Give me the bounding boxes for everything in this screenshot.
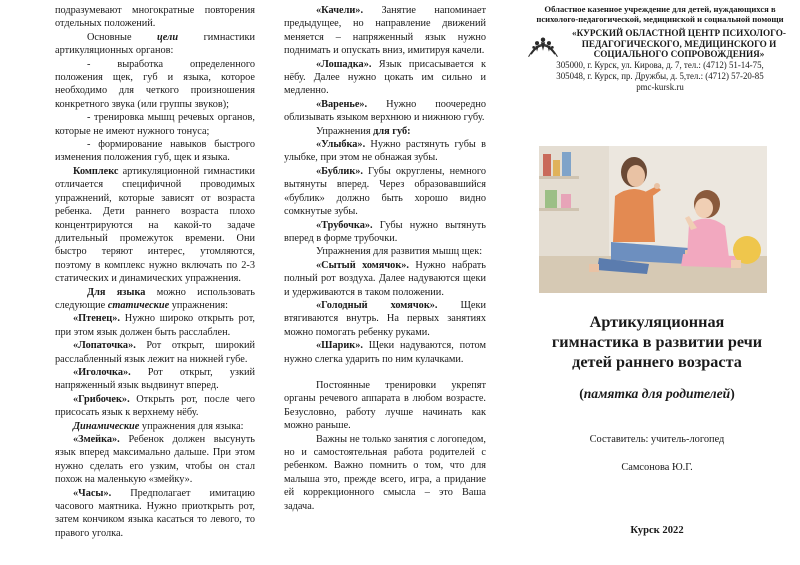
exercise-item: «Иголочка». Рот открыт, узкий напряженный язык выдвинут вперед. [55, 366, 255, 392]
paragraph-goals: Основные цели гимнастики артикуляционных органов: [55, 31, 255, 57]
heading-cheeks: Упражнения для развития мышц щек: [316, 246, 483, 258]
exercise-item: «Голодный хомячок». Щеки втягиваются внутрь. На первых занятиях можно помогать ребенку руками. [284, 299, 487, 338]
author-label: Составитель: учитель-логопед [589, 434, 725, 445]
exercise-item: «Лопаточка». Рот открыт, широкий расслабленный язык лежит на нижней губе. [55, 340, 255, 365]
goal-item: - формирование навыков быстрого изменения положения губ, щек и языка. [55, 139, 255, 164]
paragraph-complex: Комплекс артикуляционной гимнастики отличается специфичной проводимых упражнений, которые зависят от возраста ребенка. Дети раннего возраста плохо концентрируются на какой-то задаче длительный промежуток времени. Они быстро теряют интерес, утомляются, поэтому в комплекс нужно включать по 2-3 статических и динамических упражнения. [55, 165, 255, 285]
goal-item: - выработка определенного положения щек, губ и языка, которое необходимо для четкого произношения конкретного звука (или группы звуков); [55, 58, 255, 110]
family-logo-icon [526, 28, 560, 60]
column-left [55, 4, 255, 540]
goals-word: цели [157, 31, 179, 43]
city-year: Курск 2022 [630, 525, 684, 536]
exercise-item: «Шарик». Щеки надуваются, потом нужно слегка ударить по ним кулачками. [284, 340, 486, 365]
exercise-item: «Сытый хомячок». Нужно набрать полный рот воздуха. Далее надуваются щеки и удерживаются в таком положении. [284, 259, 486, 298]
column-cover [526, 4, 794, 93]
brochure-title: Артикуляционная гимнастика в развитии речи детей раннего возраста [551, 313, 763, 372]
mother-child-illustration [539, 146, 767, 293]
exercise-item: «Бублик». Губы округлены, немного вытянуты вперед. Через образовавшийся «бублик» должно быть хорошо видно сомкнутые зубы. [284, 165, 486, 218]
author-name: Самсонова Ю.Г. [621, 462, 693, 473]
column-middle [284, 4, 486, 513]
exercise-item: «Варенье». Нужно поочередно облизывать языком верхнюю и нижнюю губу. [284, 98, 486, 124]
paragraph-training: Постоянные тренировки укрепят органы речевого аппарата в любом возрасте. Безусловно, работу лучше начинать как можно раньше. [284, 379, 486, 432]
paragraph-tongue: Для языка можно использовать следующие статические упражнения: [55, 286, 255, 311]
exercise-item: «Улыбка». Нужно растянуть губы в улыбке, при этом не обнажая зубы. [284, 139, 486, 164]
address-line: 305048, г. Курск, пр. Дружбы, д. 5,тел.: (4712) 57-20-85 [556, 71, 764, 82]
address-line: 305000, г. Курск, ул. Кирова, д. 7, тел.: (4712) 51-14-75, [556, 59, 764, 70]
exercise-item: «Трубочка». Губы нужно вытянуть вперед в форме трубочки. [284, 219, 486, 244]
center-name: «КУРСКИЙ ОБЛАСТНОЙ ЦЕНТР ПСИХОЛОГО-ПЕДАГОГИЧЕСКОГО, МЕДИЦИНСКОГО И СОЦИАЛЬНОГО СОПРОВОЖДЕНИЯ» [572, 27, 786, 60]
paragraph-dynamic: Динамические упражнения для языка: [73, 420, 244, 432]
exercise-item: «Грибочек». Открыть рот, после чего присосать язык к верхнему нёбу. [55, 393, 255, 419]
exercise-item: «Птенец». Нужно широко открыть рот, при этом язык должен быть расслаблен. [55, 313, 255, 338]
org-name: Областное казенное учреждение для детей, нуждающихся в психолого-педагогической, медицинской и социальной помощи [536, 4, 784, 25]
goal-item: - тренировка мышц речевых органов, которые не имеют нужного тонуса; [55, 112, 255, 137]
exercise-item: «Часы». Предполагает имитацию часового маятника. Нужно приоткрыть рот, затем кончиком языка касаться то левого, то правого уголка. [55, 487, 255, 539]
cover-photo [539, 146, 767, 293]
exercise-item: «Качели». Занятие напоминает предыдущее, но направление движений меняется – напряженный язык нужно поднимать и опускать вниз, имитируя качели. [284, 5, 486, 57]
website-link[interactable]: pmc-kursk.ru [636, 82, 684, 93]
center-header [526, 28, 794, 60]
brochure-subtitle: (памятка для родителей) [579, 386, 735, 401]
exercise-item: «Лошадка». Язык присасывается к нёбу. Далее нужно цокать им сильно и медленно. [284, 58, 486, 97]
paragraph-intro: подразумевают многократные повторения отдельных положений. [55, 5, 255, 30]
paragraph-important: Важны не только занятия с логопедом, но и самостоятельная работа родителей с ребенком. Важно помнить о том, что для малыша это, прежде всего, игра, а придание ей коррекционного смысла – это Ваша задача. [284, 433, 486, 512]
exercise-item: «Змейка». Ребенок должен высунуть язык вперед максимально дальше. При этом нужно сделать его узким, чтобы он стал похож на маленькую «змейку». [55, 434, 255, 486]
heading-lips: Упражнения для губ: [316, 125, 411, 137]
